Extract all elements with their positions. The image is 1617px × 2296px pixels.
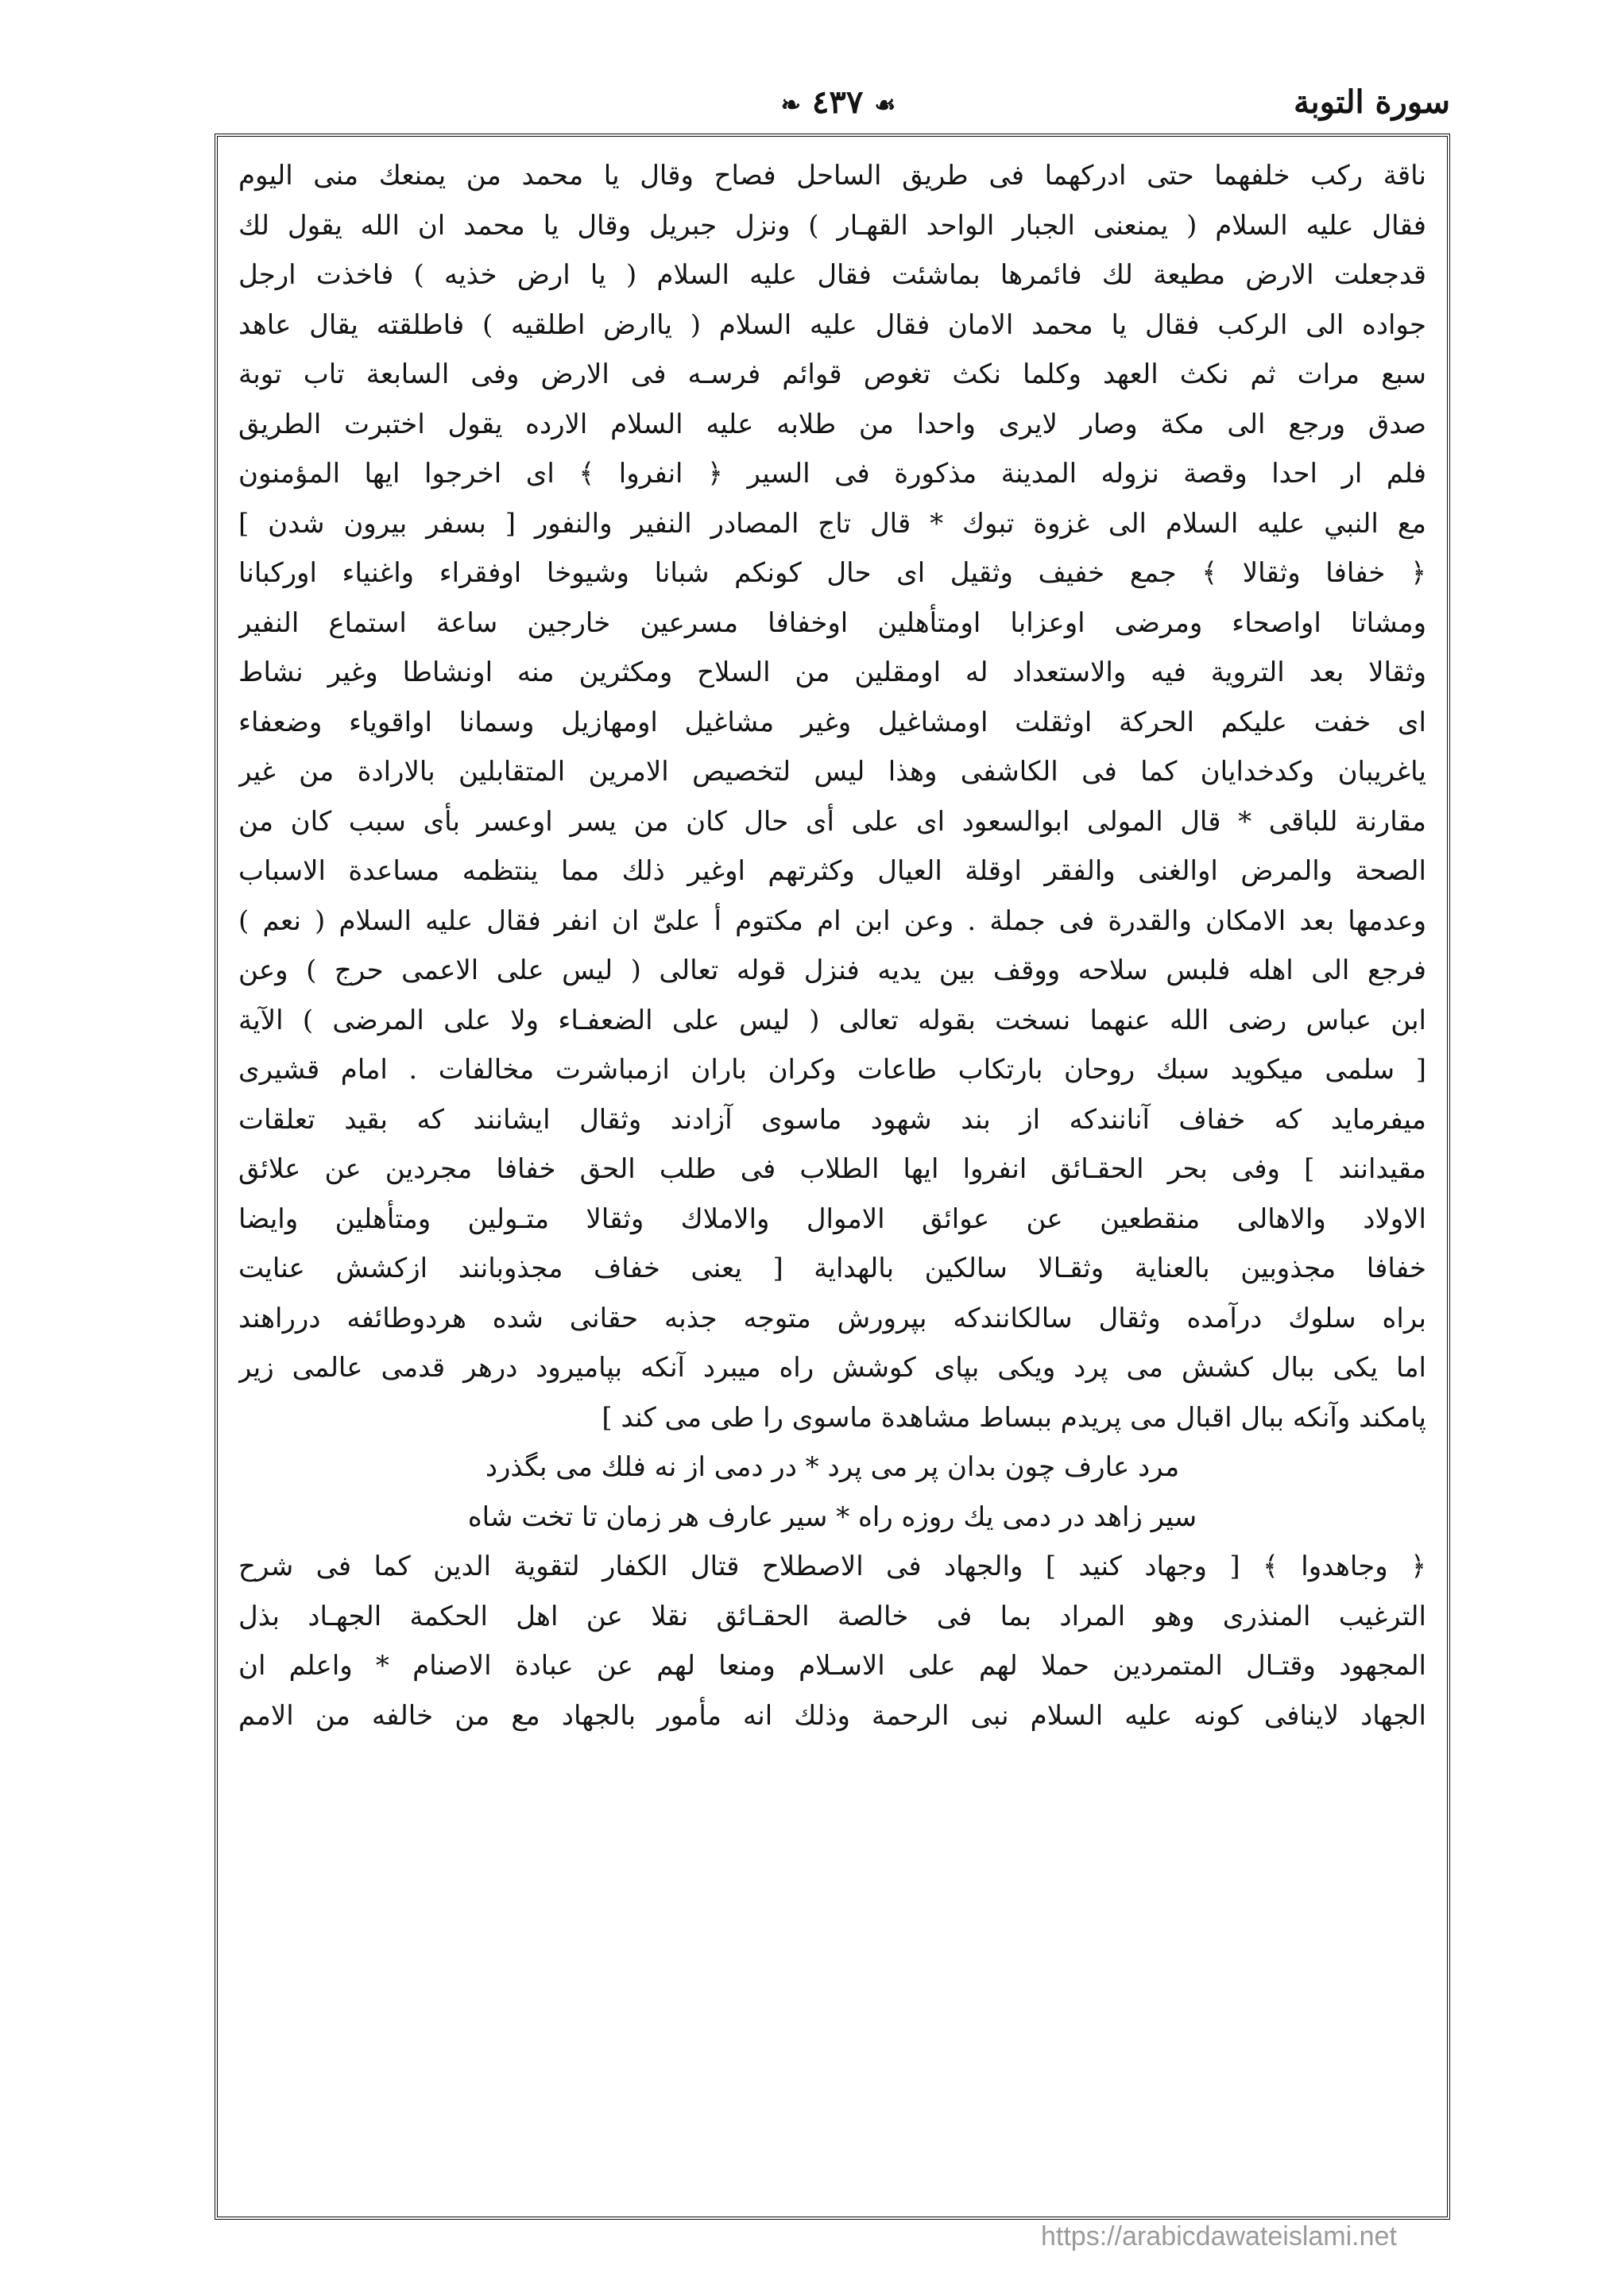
text-line: الصحة والمرض اوالغنى والفقر اوقلة العيال وكثرتهم اوغير ذلك مما ينتظمه مساعدة الاسباب — [238, 855, 1426, 887]
text-line: الاولاد والاهالى منقطعين عن عوائق الاموال والاملاك وثقالا متـولين ومتأهلين وايضا — [238, 1202, 1426, 1235]
text-line: وثقالا بعد التروية فيه والاستعداد له اومقلين من السلاح ومكثرين منه اونشاطا وغير نشاط — [238, 656, 1426, 688]
text-line: فرجع الى اهله فلبس سلاحه ووقف بين يديه فنزل قوله تعالى ( ليس على الاعمى حرج ) وعن — [238, 954, 1426, 986]
text-line: الجهاد لاينافى كونه عليه السلام نبى الرحمة وذلك انه مأمور بالجهاد مع من خالفه من الامم — [238, 1699, 1426, 1732]
text-line: المجهود وقتـال المتمردين حملا لهم على الاسـلام ومنعا لهم عن عبادة الاصنام * واعلم ان — [238, 1650, 1426, 1682]
text-line: ومشاتا اواصحاء ومرضى اوعزابا اومتأهلين اوخفافا مسرعين خارجين ساعة استماع النفير — [238, 606, 1426, 639]
text-line: الترغيب المنذرى وهو المراد بما فى خالصة الحقـائق نقلا عن اهل الحكمة الجهـاد بذل — [238, 1600, 1426, 1632]
text-line: فلم ار احدا وقصة نزوله المدينة مذكورة فى السير ﴿ انفروا ﴾ اى اخرجوا ايها المؤمنون — [238, 458, 1426, 490]
text-line: ياغريبان وكدخدايان كما فى الكاشفى وهذا ليس لتخصيص الامرين المتقابلين بالارادة من غير — [238, 756, 1426, 788]
text-line: صدق ورجع الى مكة وصار لايرى واحدا من طلابه عليه السلام الارده يقول اختبرت الطريق — [238, 408, 1426, 440]
page-number-text: ٤٣٧ — [811, 83, 864, 121]
text-line: براه سلوك درآمده وثقال سالكانندكه بپرورش متوجه جذبه حقانى شده هردوطائفه درراهند — [238, 1302, 1426, 1334]
text-line: ﴿ خفافا وثقالا ﴾ جمع خفيف وثقيل اى حال كونكم شبانا وشيوخا اوفقراء واغنياء اوركبانا — [238, 557, 1426, 589]
text-line: ميفرمايد كه خفاف آنانندكه از بند شهود ماسوى آزادند وثقال ايشانند كه بقيد تعلقات — [238, 1103, 1426, 1136]
watermark-url: https://arabicdawateislami.net — [1041, 2221, 1397, 2251]
text-line: پامكند وآنكه ببال اقبال مى پريدم ببساط مشاهدة ماسوى را طى مى كند ] — [602, 1401, 1426, 1434]
text-line: خفافا مجذوبين بالعناية وثقـالا سالكين بالهداية [ يعنى خفاف مجذوبانند ازكشش عنايت — [238, 1253, 1426, 1284]
page-number — [226, 83, 1450, 121]
page-header — [226, 83, 1450, 139]
text-line: مع النبي عليه السلام الى غزوة تبوك * قال تاج المصادر النفير والنفور [ بسفر بيرون شدن ] — [238, 507, 1426, 540]
ornament-right: ☙ — [874, 91, 896, 119]
ornament-left: ❧ — [780, 91, 801, 119]
text-line: اى خفت عليكم الحركة اوثقلت اومشاغيل وغير مشاغيل اومهازيل وسمانا اواقوياء وضعفاء — [238, 706, 1426, 738]
poetry-verse: سير زاهد در دمى يك روزه راه * سير عارف هر زمان تا تخت شاه — [467, 1500, 1197, 1533]
text-line: اما يكى ببال كشش مى پرد ويكى بپاى كوشش راه ميبرد آنكه بپاميرود درهر قدمى عالمى زير — [238, 1352, 1426, 1384]
text-line: مقيدانند ] وفى بحر الحقـائق انفروا ايها الطلاب فى طلب الحق خفافا مجردين عن علائق — [238, 1153, 1426, 1185]
surah-title: سورة التوبة — [1294, 83, 1450, 121]
poetry-verse: مرد عارف چون بدان پر مى پرد * در دمى از نه فلك مى بگذرد — [485, 1451, 1180, 1483]
text-line: [ سلمى ميكويد سبك روحان بارتكاب طاعات وكران باران ازمباشرت مخالفات . امام قشيرى — [238, 1054, 1426, 1086]
body-text — [238, 151, 1426, 1740]
text-line: وعدمها بعد الامكان والقدرة فى جملة . وعن ابن ام مكتوم أ علىّ ان انفر فقال عليه السلام ( نعم ) — [238, 904, 1426, 937]
text-line: قدجعلت الارض مطيعة لك فائمرها بماشئت فقال عليه السلام ( يا ارض خذيه ) فاخذت ارجل — [238, 259, 1426, 291]
text-line: ﴿ وجاهدوا ﴾ [ وجهاد كنيد ] والجهاد فى الاصطلاح قتال الكفار لتقوية الدين كما فى شرح — [238, 1551, 1426, 1582]
text-line: سبع مرات ثم نكث العهد وكلما نكث تغوص قوائم فرسـه فى الارض وفى السابعة تاب توبة — [238, 358, 1426, 390]
text-line: ناقة ركب خلفهما حتى ادركهما فى طريق الساحل فصاح وقال يا محمد من يمنعك منى اليوم — [238, 160, 1426, 192]
text-line: ابن عباس رضى الله عنهما نسخت بقوله تعالى ( ليس على الضعفـاء ولا على المرضى ) الآية — [238, 1004, 1426, 1036]
text-line: مقارنة للباقى * قال المولى ابوالسعود اى على أى حال كان من يسر اوعسر بأى سبب كان من — [238, 805, 1426, 838]
text-line: جواده الى الركب فقال يا محمد الامان فقال عليه السلام ( ياارض اطلقيه ) فاطلقته يقال عاهد — [238, 308, 1426, 341]
text-line: فقال عليه السلام ( يمنعنى الجبار الواحد القهـار ) ونزل جبريل وقال يا محمد ان الله يقول لك — [238, 209, 1426, 242]
